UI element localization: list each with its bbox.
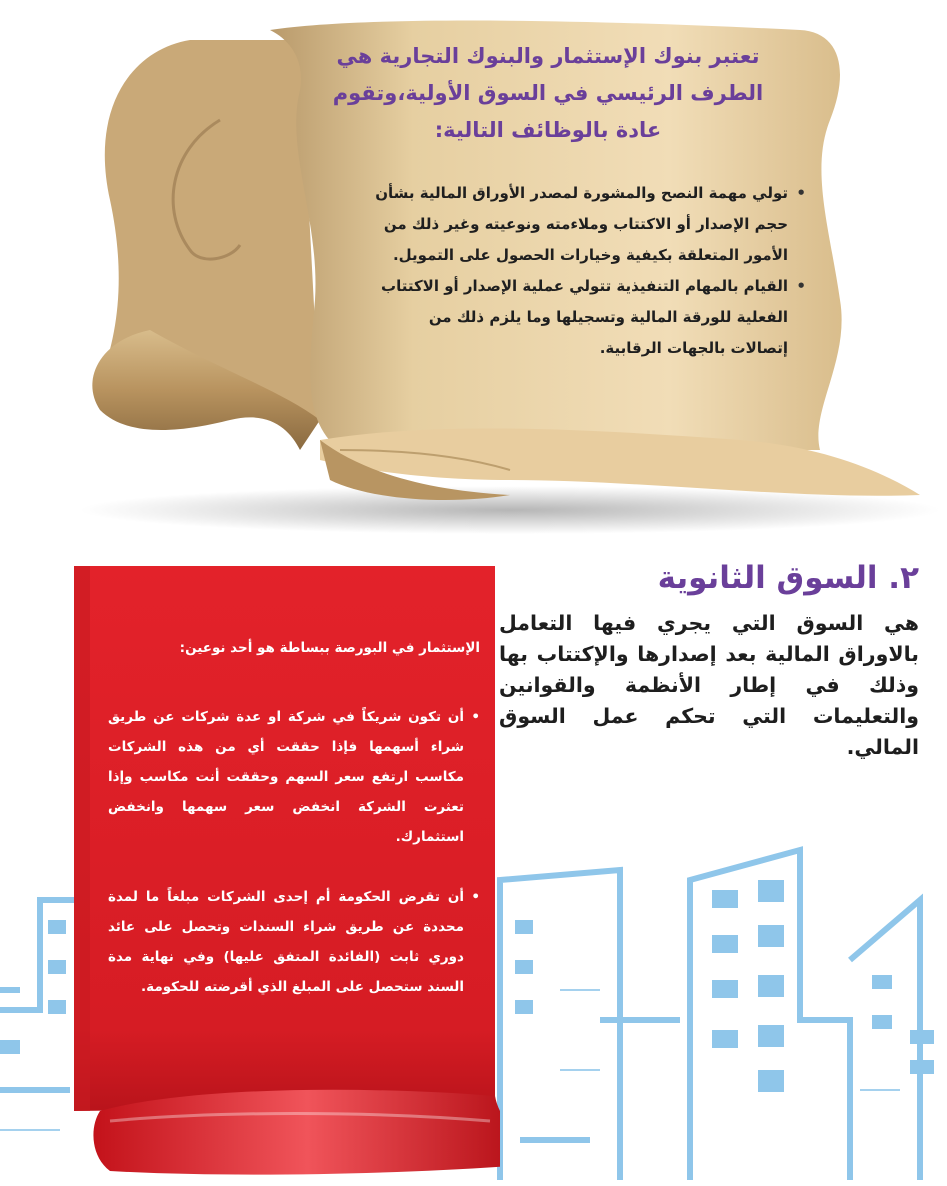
red-panel-bullet-list [108,702,480,1032]
list-item: • أن تكون شريكاً في شركة او عدة شركات عن طريق شراء أسهمها فإذا حققت أي من هذه الشركات مكاسب ارتفع سعر السهم وحققت أنت مكاسب وإذا تعثرت الشركة انخفض سعر سهمها وانخفض استثمارك. [108,702,464,852]
red-info-panel [70,566,500,1186]
list-item: • تولي مهمة النصح والمشورة لمصدر الأوراق المالية بشأن حجم الإصدار أو الاكتتاب وملاءمته ونوعيته وغير ذلك من الأمور المتعلقة بكيفية وخيارات الحصول على التمويل. [370,178,788,271]
scroll-heading: تعتبر بنوك الإستثمار والبنوك التجارية هي الطرف الرئيسي في السوق الأولية،وتقوم عادة بالوظائف التالية: [332,44,764,142]
parchment-scroll [40,0,940,540]
section-title: ٢. السوق الثانوية [657,560,919,596]
list-item: • أن تقرض الحكومة أم إحدى الشركات مبلغاً ما لمدة محددة عن طريق شراء السندات وتحصل على عائد دوري ثابت (الفائدة المتفق عليها) وفي نهاية مدة السند ستحصل على المبلغ الذي أقرضته للحكومة. [108,882,464,1002]
list-item: • القيام بالمهام التنفيذية تتولي عملية الإصدار أو الاكتتاب الفعلية للورقة المالية وتسجيلها وما يلزم ذلك من إتصالات بالجهات الرقابية. [370,271,788,364]
section-body-text: هي السوق التي يجري فيها التعامل بالاوراق المالية بعد إصدارها والإكتتاب بها وذلك في إطار الأنظمة والقوانين والتعليمات التي تحكم عمل السوق المالي. [499,611,919,759]
red-panel-intro: الإستثمار في البورصة ببساطة هو أحد نوعين: [179,640,480,656]
scroll-bullet-list [370,178,806,364]
